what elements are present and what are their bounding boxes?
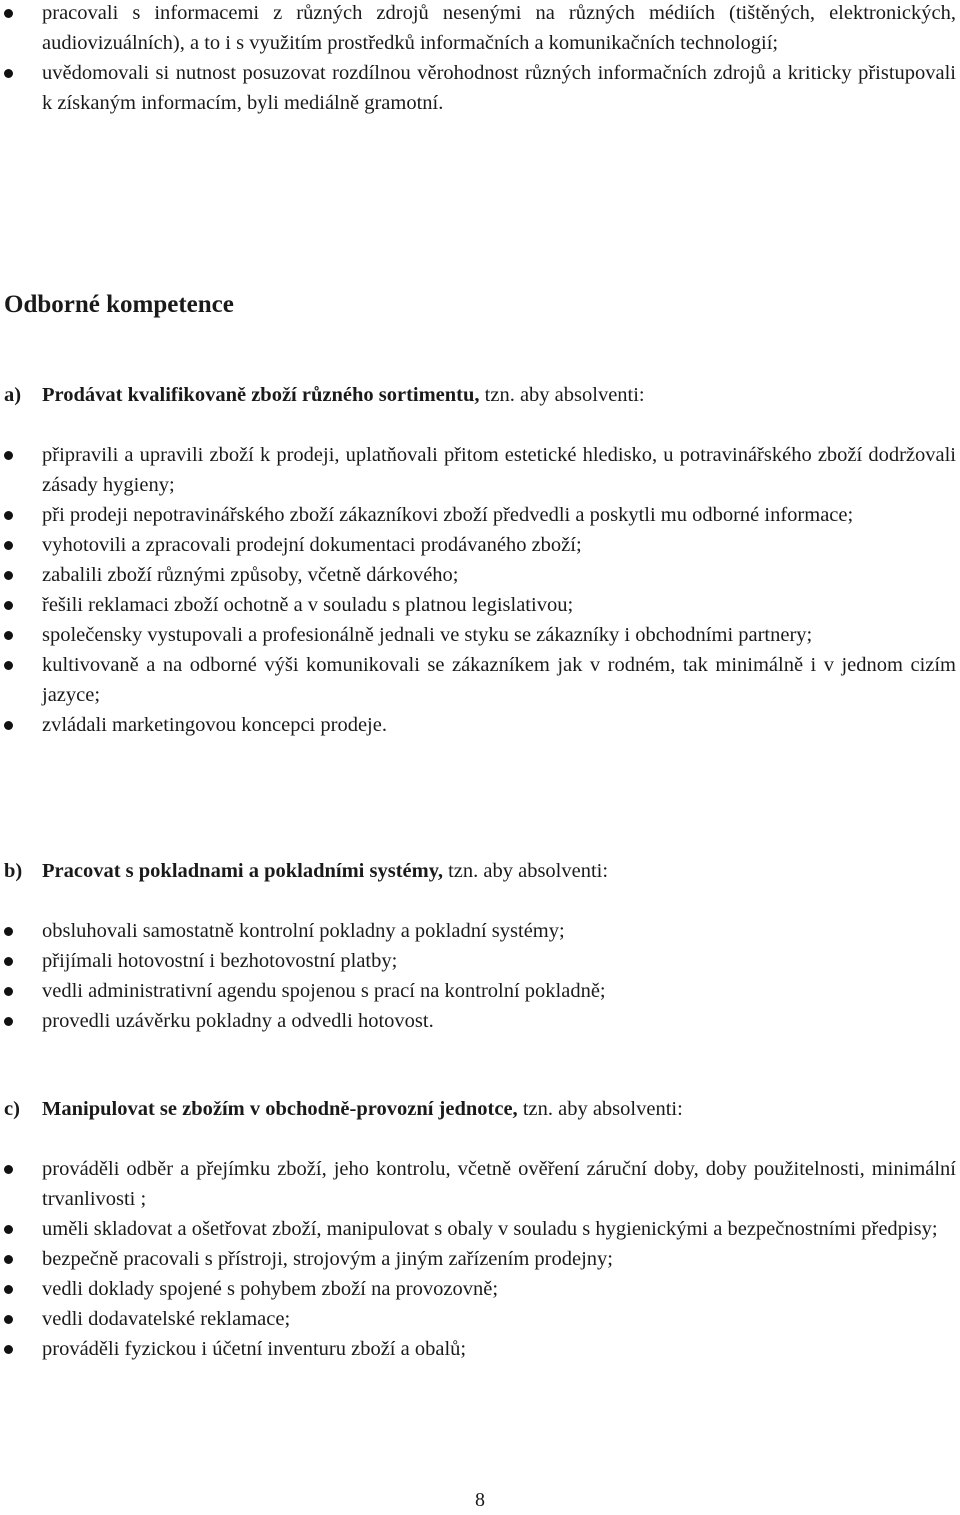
bullet-icon	[4, 957, 13, 966]
bullet-icon	[4, 69, 13, 78]
bullet-icon	[4, 721, 13, 730]
list-item: kultivovaně a na odborné výši komunikovali se zákazníkem jak v rodném, tak minimálně i v jednom cizím jazyce;	[0, 650, 960, 710]
list-item: prováděli fyzickou i účetní inventuru zboží a obalů;	[0, 1334, 960, 1364]
intro-bullet-list	[0, 0, 960, 118]
list-item: obsluhovali samostatně kontrolní pokladny a pokladní systémy;	[0, 916, 960, 946]
list-item: provedli uzávěrku pokladny a odvedli hotovost.	[0, 1006, 960, 1036]
list-item: společensky vystupovali a profesionálně jednali ve styku se zákazníky i obchodními partnery;	[0, 620, 960, 650]
subsection-suffix: tzn. aby absolventi:	[479, 384, 645, 406]
subsection-title: Prodávat kvalifikovaně zboží různého sortimentu,	[42, 384, 480, 406]
bullet-icon	[4, 1285, 13, 1294]
bullet-icon	[4, 987, 13, 996]
subsection-letter: a)	[4, 384, 22, 406]
section-heading: Odborné kompetence	[4, 291, 234, 318]
bullet-icon	[4, 1255, 13, 1264]
list-item: uvědomovali si nutnost posuzovat rozdílnou věrohodnost různých informačních zdrojů a kriticky přistupovali k získaným informacím, byli mediálně gramotní.	[0, 58, 960, 118]
page-number: 8	[475, 1489, 485, 1511]
bullet-icon	[4, 511, 13, 520]
list-item: připravili a upravili zboží k prodeji, uplatňovali přitom estetické hledisko, u potravinářského zboží dodržovali zásady hygieny;	[0, 440, 960, 500]
list-item: bezpečně pracovali s přístroji, strojovým a jiným zařízením prodejny;	[0, 1244, 960, 1274]
list-item: vyhotovili a zpracovali prodejní dokumentaci prodávaného zboží;	[0, 530, 960, 560]
bullet-icon	[4, 1017, 13, 1026]
list-item: řešili reklamaci zboží ochotně a v souladu s platnou legislativou;	[0, 590, 960, 620]
list-item: vedli administrativní agendu spojenou s prací na kontrolní pokladně;	[0, 976, 960, 1006]
bullet-icon	[4, 1345, 13, 1354]
subsection-heading-a	[4, 380, 956, 410]
subsection-suffix: tzn. aby absolventi:	[517, 1098, 683, 1120]
subsection-letter: b)	[4, 860, 23, 882]
bullet-icon	[4, 1165, 13, 1174]
bullet-icon	[4, 927, 13, 936]
bullet-icon	[4, 631, 13, 640]
subsection-suffix: tzn. aby absolventi:	[442, 860, 609, 882]
list-item: pracovali s informacemi z různých zdrojů nesenými na různých médiích (tištěných, elektronických, audiovizuálních), a to i s využitím prostředků informačních a komunikačních technologií;	[0, 0, 960, 58]
subsection-letter: c)	[4, 1098, 20, 1120]
list-item: uměli skladovat a ošetřovat zboží, manipulovat s obaly v souladu s hygienickými a bezpečnostními předpisy;	[0, 1214, 960, 1244]
list-item: zabalili zboží různými způsoby, včetně dárkového;	[0, 560, 960, 590]
bullet-icon	[4, 601, 13, 610]
list-item: vedli dodavatelské reklamace;	[0, 1304, 960, 1334]
list-item: při prodeji nepotravinářského zboží zákazníkovi zboží předvedli a poskytli mu odborné informace;	[0, 500, 960, 530]
bullet-icon	[4, 451, 13, 460]
list-item: zvládali marketingovou koncepci prodeje.	[0, 710, 960, 740]
subsection-title: Pracovat s pokladnami a pokladními systémy,	[42, 860, 443, 882]
subsection-heading-c	[4, 1094, 956, 1124]
list-item: vedli doklady spojené s pohybem zboží na provozovně;	[0, 1274, 960, 1304]
subsection-b-list	[0, 916, 960, 1036]
bullet-icon	[4, 1315, 13, 1324]
subsection-a-list	[0, 440, 960, 740]
list-item: prováděli odběr a přejímku zboží, jeho kontrolu, včetně ověření záruční doby, doby použitelnosti, minimální trvanlivosti ;	[0, 1154, 960, 1214]
subsection-heading-b	[4, 856, 956, 886]
list-item: přijímali hotovostní i bezhotovostní platby;	[0, 946, 960, 976]
bullet-icon	[4, 571, 13, 580]
bullet-icon	[4, 9, 13, 18]
bullet-icon	[4, 1225, 13, 1234]
bullet-icon	[4, 541, 13, 550]
subsection-title: Manipulovat se zbožím v obchodně-provozní jednotce,	[42, 1098, 518, 1120]
bullet-icon	[4, 661, 13, 670]
subsection-c-list	[0, 1154, 960, 1364]
